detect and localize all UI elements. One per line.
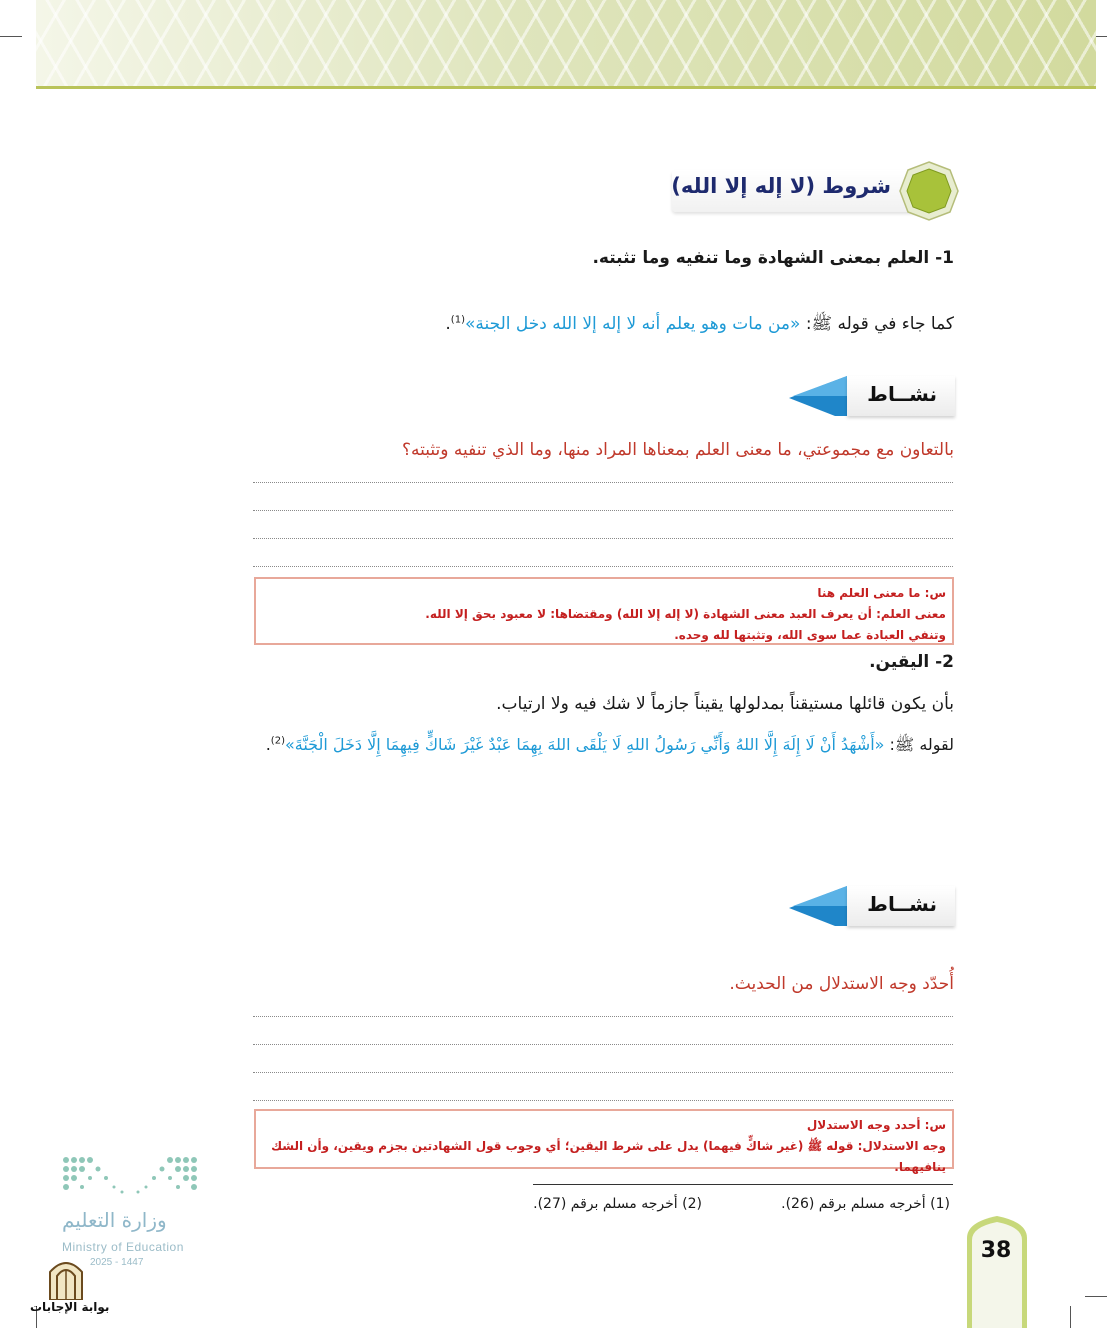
evidence-intro: كما جاء في قوله ﷺ:	[800, 314, 954, 334]
answer-text: وجه الاستدلال: قوله ﷺ (غير شاكٍّ فيهما) يدل على شرط اليقين؛ أي وجوب قول الشهادتين بجزم ويقين، وأن الشك ينافيهما.	[271, 1139, 946, 1174]
crop-mark	[0, 36, 22, 37]
activity-title: نشــاط	[867, 892, 937, 916]
footnote-ref: (1)	[450, 314, 465, 326]
evidence-end: .	[445, 314, 451, 334]
footnote-2: (2) أخرجه مسلم برقم (27).	[533, 1196, 702, 1212]
activity-title: نشــاط	[867, 382, 937, 406]
condition-2-evidence	[266, 735, 954, 758]
answer-text: وتنفي العبادة عما سوى الله، وتثبتها لله وحده.	[674, 628, 946, 642]
activity-2-question: أُحدّد وجه الاستدلال من الحديث.	[729, 974, 954, 994]
crop-mark	[1085, 1296, 1107, 1297]
answer-line	[253, 510, 953, 511]
gate-icon	[46, 1256, 86, 1300]
answer-text: معنى العلم: أن يعرف العبد معنى الشهادة (لا إله إلا الله) ومقتضاها: لا معبود بحق إلا الله.	[425, 607, 946, 621]
activity-label-1	[785, 376, 955, 416]
ministry-name-english: Ministry of Education	[62, 1240, 184, 1254]
answer-line	[253, 1072, 953, 1073]
ministry-year: 2025 - 1447	[90, 1257, 144, 1268]
header-banner	[36, 0, 1096, 88]
page-number: 38	[980, 1238, 1012, 1263]
answer-question: س: ما معنى العلم هنا	[817, 586, 946, 600]
hadith-text: «من مات وهو يعلم أنه لا إله إلا الله دخل الجنة»	[464, 314, 801, 334]
answer-box-2	[254, 1109, 954, 1174]
page-number-tab	[965, 1216, 1029, 1328]
footnote-rule	[533, 1184, 953, 1185]
ministry-logo-icon	[60, 1152, 200, 1202]
heading-condition: (لا إله إلا الله)	[671, 174, 816, 198]
answer-box-1	[254, 577, 954, 645]
crop-mark	[1070, 1306, 1071, 1328]
section-heading	[611, 174, 891, 198]
activity-1-question: بالتعاون مع مجموعتي، ما معنى العلم بمعناها المراد منها، وما الذي تنفيه وتثبته؟	[401, 440, 954, 460]
octagon-badge-icon	[898, 160, 960, 222]
condition-2-title: 2- اليقين.	[869, 652, 954, 672]
evidence-intro: لقوله ﷺ:	[884, 735, 954, 754]
answer-line	[253, 538, 953, 539]
answer-line	[253, 482, 953, 483]
watermark-label: بوابة الإجابات	[30, 1300, 110, 1314]
answer-line	[253, 566, 953, 567]
footnote-ref: (2)	[270, 735, 285, 747]
activity-label-2	[785, 886, 955, 926]
condition-2-text: بأن يكون قائلها مستيقناً بمدلولها يقيناً جازماً لا شك فيه ولا ارتياب.	[496, 694, 954, 714]
condition-1-evidence	[445, 313, 954, 338]
answer-line	[253, 1100, 953, 1101]
condition-1-title: 1- العلم بمعنى الشهادة وما تنفيه وما تثبته.	[592, 248, 954, 268]
footnote-1: (1) أخرجه مسلم برقم (26).	[781, 1196, 950, 1212]
answer-line	[253, 1016, 953, 1017]
evidence-end: .	[265, 735, 271, 754]
ministry-name-arabic: وزارة التعليم	[62, 1208, 167, 1232]
hadith-text: «أَشْهَدُ أَنْ لَا إِلَهَ إِلَّا اللهُ وَأَنِّي رَسُولُ اللهِ لَا يَلْقَى اللهَ بِهِمَا عَبْدٌ غَيْرَ شَاكٍّ فِيهِمَا إِلَّا دَخَلَ الْجَنَّةَ»	[284, 735, 885, 754]
header-rule	[36, 86, 1096, 89]
answer-question: س: أحدد وجه الاستدلال	[806, 1118, 946, 1132]
answer-line	[253, 1044, 953, 1045]
heading-prefix: شروط	[822, 174, 891, 198]
